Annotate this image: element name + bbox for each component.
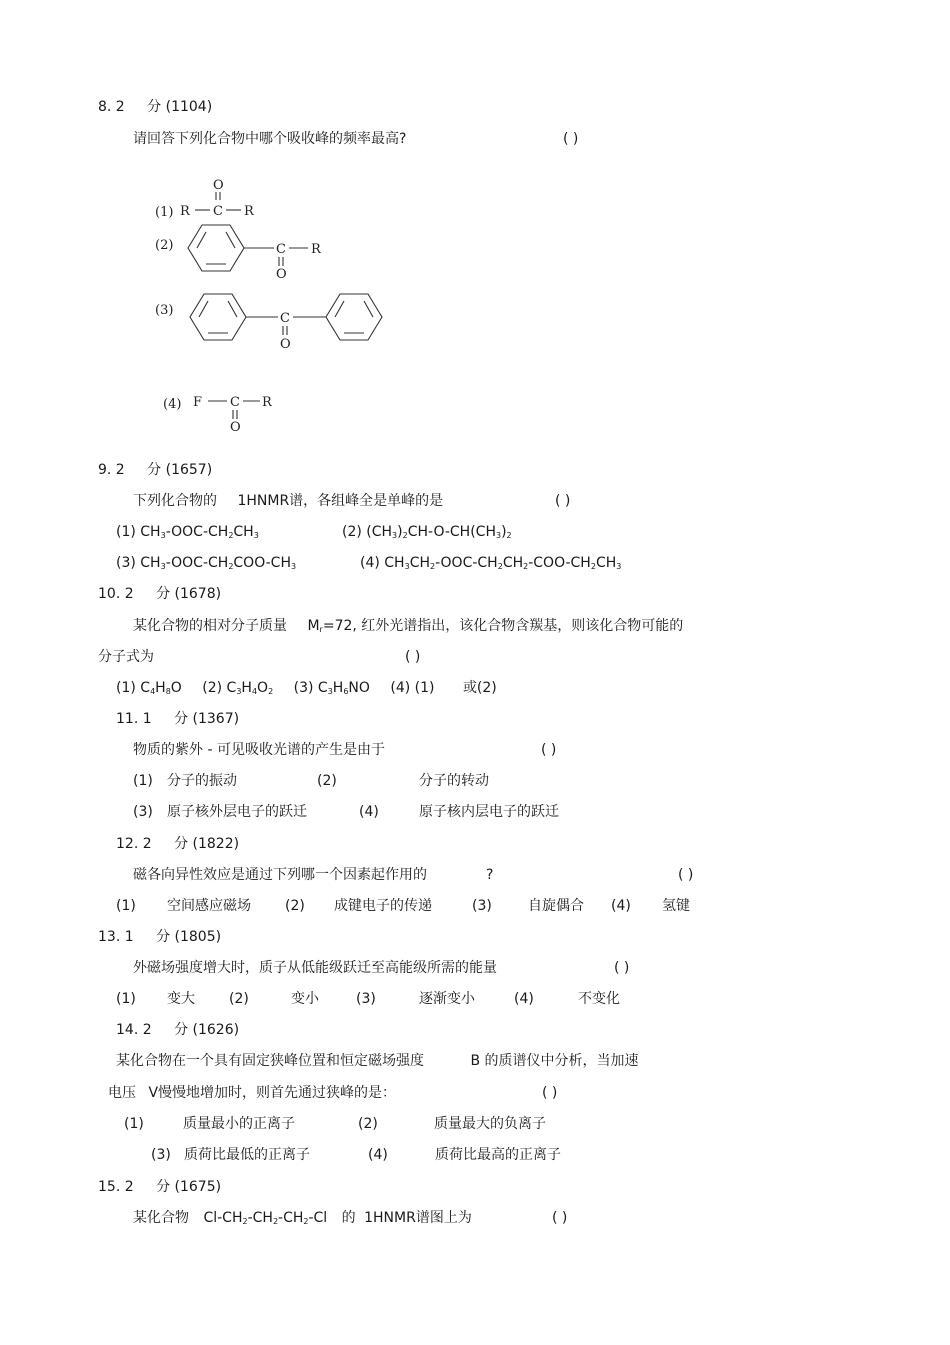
q9-opt1-t0: (1) CH — [116, 524, 161, 540]
q15-q-t3: -CH — [247, 1210, 273, 1226]
q10-question-a: 某化合物的相对分子质量 — [133, 618, 287, 634]
q12-option-3-text: 自旋偶合 — [528, 898, 584, 914]
q9-opt4-s9: 2 — [590, 562, 596, 571]
s2-ring-inner-2 — [226, 232, 235, 248]
q9-opt2-s1: 3 — [392, 531, 398, 540]
q14-number: 14. 2 — [116, 1022, 152, 1038]
q9-opt4-s11: 3 — [616, 562, 622, 571]
q10-question-m: M — [307, 618, 320, 634]
q12-header — [116, 835, 239, 853]
q9-opt3-s3: 2 — [228, 562, 234, 571]
q11-option-4-text: 原子核内层电子的跃迁 — [419, 804, 559, 820]
s2-number: (2) — [155, 238, 174, 253]
q9-opt1-s3: 2 — [228, 531, 234, 540]
q9-opt4-s5: 2 — [497, 562, 503, 571]
q9-opt4-s7: 2 — [523, 562, 529, 571]
s3-ring-right-inner-1 — [335, 301, 344, 317]
q9-header — [98, 461, 212, 479]
q9-opt2-t4: CH-O-CH(CH — [407, 524, 496, 540]
q9-opt3-t0: (3) CH — [116, 555, 161, 571]
q8-number: 8. 2 — [98, 99, 125, 115]
q9-answer-paren: ( ) — [555, 493, 571, 509]
q10-opt-t9: O — [257, 680, 269, 696]
q9-opt4-t0: (4) CH — [360, 555, 405, 571]
q9-opt4-t10: CH — [595, 555, 617, 571]
q11-option-3-label: (3) — [133, 804, 153, 820]
q14-question2-a: 电压 — [108, 1085, 136, 1101]
q10-header — [98, 585, 221, 603]
q13-answer-paren: ( ) — [614, 960, 630, 976]
q14-question-a: 某化合物在一个具有固定狭峰位置和恒定磁场强度 — [116, 1053, 424, 1069]
q8-header — [98, 98, 212, 116]
q15-number: 15. 2 — [98, 1179, 134, 1195]
q13-option-2-label: (2) — [229, 991, 249, 1007]
q14-option-3-text: 质荷比最低的正离子 — [184, 1147, 310, 1163]
q15-header — [98, 1178, 221, 1196]
q11-number: 11. 1 — [116, 711, 152, 727]
q12-score: 分 (1822) — [174, 836, 240, 852]
q11-score: 分 (1367) — [174, 711, 240, 727]
q9-option-1 — [116, 523, 259, 545]
q9-opt3-s5: 3 — [290, 562, 297, 571]
q11-option-1-label: (1) — [133, 773, 153, 789]
s1-carbon: C — [213, 204, 223, 219]
q9-opt4-t4: -OOC-CH — [435, 555, 498, 571]
q9-number: 9. 2 — [98, 462, 125, 478]
s3-oxygen: O — [280, 337, 291, 352]
q9-opt4-s1: 3 — [404, 562, 410, 571]
q8-answer-paren: ( ) — [563, 131, 579, 147]
q9-question-b: 1HNMR谱，各组峰全是单峰的是 — [237, 493, 444, 509]
q9-opt1-s5: 3 — [253, 531, 259, 540]
q12-option-3-label: (3) — [472, 898, 492, 914]
q12-option-1-text: 空间感应磁场 — [167, 898, 251, 914]
s2-oxygen: O — [276, 267, 287, 282]
q10-opt-t4: O — [170, 680, 182, 696]
q15-q-s4: 2 — [272, 1217, 279, 1226]
q10-opt-s6: 3 — [236, 687, 242, 696]
q14-option-4-label: (4) — [368, 1147, 388, 1163]
q9-opt2-t0: (2) (CH — [342, 524, 393, 540]
q13-header — [98, 928, 221, 946]
q10-opt-t16: (4) (1) — [390, 680, 435, 696]
s4-r: R — [262, 395, 272, 410]
s3-ring-left-inner-1 — [199, 301, 208, 317]
q13-option-3-text: 逐渐变小 — [419, 991, 475, 1007]
s1-number: (1) — [155, 205, 174, 220]
s3-number: (3) — [155, 303, 174, 318]
q9-option-4 — [360, 554, 621, 576]
q13-question: 外磁场强度增大时，质子从低能级跃迁至高能级所需的能量 — [133, 960, 497, 976]
q10-opt-t2: H — [155, 680, 166, 696]
q11-option-4-label: (4) — [359, 804, 379, 820]
s1-r-right: R — [244, 204, 254, 219]
q14-answer-paren: ( ) — [542, 1085, 558, 1101]
q10-options — [116, 679, 497, 701]
q9-opt4-s3: 2 — [430, 562, 436, 571]
s2-r: R — [311, 242, 321, 257]
q10-opt-t0: (1) C — [116, 680, 151, 696]
q15-q-t5: -CH — [278, 1210, 304, 1226]
s3-carbon: C — [280, 311, 290, 326]
q9-opt2-s7: 2 — [506, 531, 512, 540]
q10-opt-s14: 6 — [343, 687, 349, 696]
q10-opt-t7: H — [241, 680, 252, 696]
q14-option-2-text: 质量最大的负离子 — [434, 1116, 546, 1132]
q15-q-t0: 某化合物 — [133, 1210, 189, 1226]
q14-score: 分 (1626) — [174, 1022, 240, 1038]
q10-opt-t13: H — [332, 680, 344, 696]
q9-opt2-s3: 2 — [402, 531, 408, 540]
q10-answer-paren: ( ) — [405, 649, 421, 665]
q10-question-b: =72, 红外光谱指出，该化合物含羰基，则该化合物可能的 — [322, 618, 684, 634]
s1-r-left: R — [180, 204, 190, 219]
q10-opt-s8: 4 — [251, 687, 258, 696]
q10-score: 分 (1678) — [156, 586, 222, 602]
q14-question-b: B 的质谱仪中分析，当加速 — [470, 1053, 639, 1069]
q8-structures — [150, 172, 450, 452]
q14-question — [116, 1052, 639, 1070]
q12-question: 磁各向异性效应是通过下列哪一个因素起作用的 — [133, 867, 427, 883]
s2-ring-inner-1 — [197, 232, 206, 248]
q9-opt1-t2: -OOC-CH — [165, 524, 229, 540]
q12-question-mark: ? — [486, 867, 494, 883]
s4-carbon: C — [230, 395, 240, 410]
q13-option-4-text: 不变化 — [578, 991, 620, 1007]
q12-option-1-label: (1) — [116, 898, 136, 914]
q11-question: 物质的紫外 - 可见吸收光谱的产生是由于 — [133, 742, 385, 758]
q12-option-2-text: 成键电子的传递 — [334, 898, 432, 914]
q8-question: 请回答下列化合物中哪个吸收峰的频率最高? — [133, 131, 407, 147]
q14-header — [116, 1021, 239, 1039]
q14-question2-b: V慢慢地增加时，则首先通过狭峰的是： — [148, 1085, 397, 1101]
q13-option-1-text: 变大 — [167, 991, 195, 1007]
q12-option-4-label: (4) — [611, 898, 631, 914]
q15-q-t8: 的 — [341, 1210, 356, 1226]
q15-q-t9: 1HNMR谱图上为 — [364, 1210, 472, 1226]
q10-opt-t5: (2) C — [202, 680, 237, 696]
q10-opt-t11: (3) C — [293, 680, 328, 696]
q15-answer-paren: ( ) — [552, 1210, 568, 1226]
q11-option-3-text: 原子核外层电子的跃迁 — [167, 804, 307, 820]
q12-number: 12. 2 — [116, 836, 152, 852]
q10-opt-s12: 3 — [327, 687, 333, 696]
q10-number: 10. 2 — [98, 586, 134, 602]
s3-ring-right-inner-2 — [364, 301, 373, 317]
q14-option-1-text: 质量最小的正离子 — [183, 1116, 295, 1132]
q10-opt-s10: 2 — [268, 687, 274, 696]
q8-score: 分 (1104) — [147, 99, 213, 115]
q9-question — [133, 492, 443, 510]
q15-question — [133, 1209, 472, 1231]
q15-score: 分 (1675) — [156, 1179, 222, 1195]
s4-fluorine: F — [193, 395, 203, 410]
q11-option-2-label: (2) — [317, 773, 337, 789]
q11-option-1-text: 分子的振动 — [167, 773, 237, 789]
q14-option-4-text: 质荷比最高的正离子 — [435, 1147, 561, 1163]
s4-oxygen: O — [230, 420, 241, 435]
q12-option-2-label: (2) — [285, 898, 305, 914]
q14-option-2-label: (2) — [358, 1116, 378, 1132]
q9-opt3-t4: COO-CH — [233, 555, 291, 571]
q9-opt2-t2: ) — [397, 524, 403, 540]
q9-opt1-t4: CH — [233, 524, 254, 540]
s4-number: (4) — [163, 397, 182, 412]
q9-opt2-t6: ) — [501, 524, 507, 540]
q13-option-3-label: (3) — [356, 991, 376, 1007]
q10-opt-t17: 或(2) — [462, 680, 497, 696]
q10-opt-s3: 8 — [165, 687, 171, 696]
q12-option-4-text: 氢键 — [662, 898, 690, 914]
q13-number: 13. 1 — [98, 929, 134, 945]
q10-opt-t15: NO — [348, 680, 370, 696]
q9-opt3-s1: 3 — [160, 562, 166, 571]
q13-score: 分 (1805) — [156, 929, 222, 945]
q10-question-line2: 分子式为 — [98, 649, 154, 665]
q13-option-2-text: 变小 — [291, 991, 319, 1007]
q10-question-r: r — [319, 625, 323, 634]
q10-opt-s1: 4 — [150, 687, 156, 696]
q12-answer-paren: ( ) — [678, 867, 694, 883]
q15-q-s2: 2 — [242, 1217, 248, 1226]
q14-question-line2 — [108, 1084, 396, 1102]
q9-option-2 — [342, 523, 512, 545]
q9-opt4-t2: CH — [409, 555, 430, 571]
q15-q-t1: Cl-CH — [203, 1210, 243, 1226]
q9-option-3 — [116, 554, 296, 576]
s1-oxygen: O — [213, 178, 224, 193]
q14-option-3-label: (3) — [151, 1147, 171, 1163]
q9-opt4-t6: CH — [502, 555, 524, 571]
q13-option-1-label: (1) — [116, 991, 136, 1007]
q9-question-a: 下列化合物的 — [133, 493, 217, 509]
q9-opt4-t8: -COO-CH — [528, 555, 591, 571]
q9-opt2-s5: 3 — [495, 531, 502, 540]
s3-ring-left-inner-2 — [228, 301, 237, 317]
q9-score: 分 (1657) — [147, 462, 213, 478]
q11-header — [116, 710, 239, 728]
q14-option-1-label: (1) — [124, 1116, 144, 1132]
q15-q-s6: 2 — [303, 1217, 309, 1226]
q11-answer-paren: ( ) — [541, 742, 557, 758]
q9-opt3-t2: -OOC-CH — [165, 555, 229, 571]
q15-q-t7: -Cl — [308, 1210, 328, 1226]
q9-opt1-s1: 3 — [160, 531, 166, 540]
q13-option-4-label: (4) — [514, 991, 534, 1007]
s2-carbon: C — [276, 242, 286, 257]
q11-option-2-text: 分子的转动 — [419, 773, 489, 789]
q10-question — [133, 617, 683, 639]
